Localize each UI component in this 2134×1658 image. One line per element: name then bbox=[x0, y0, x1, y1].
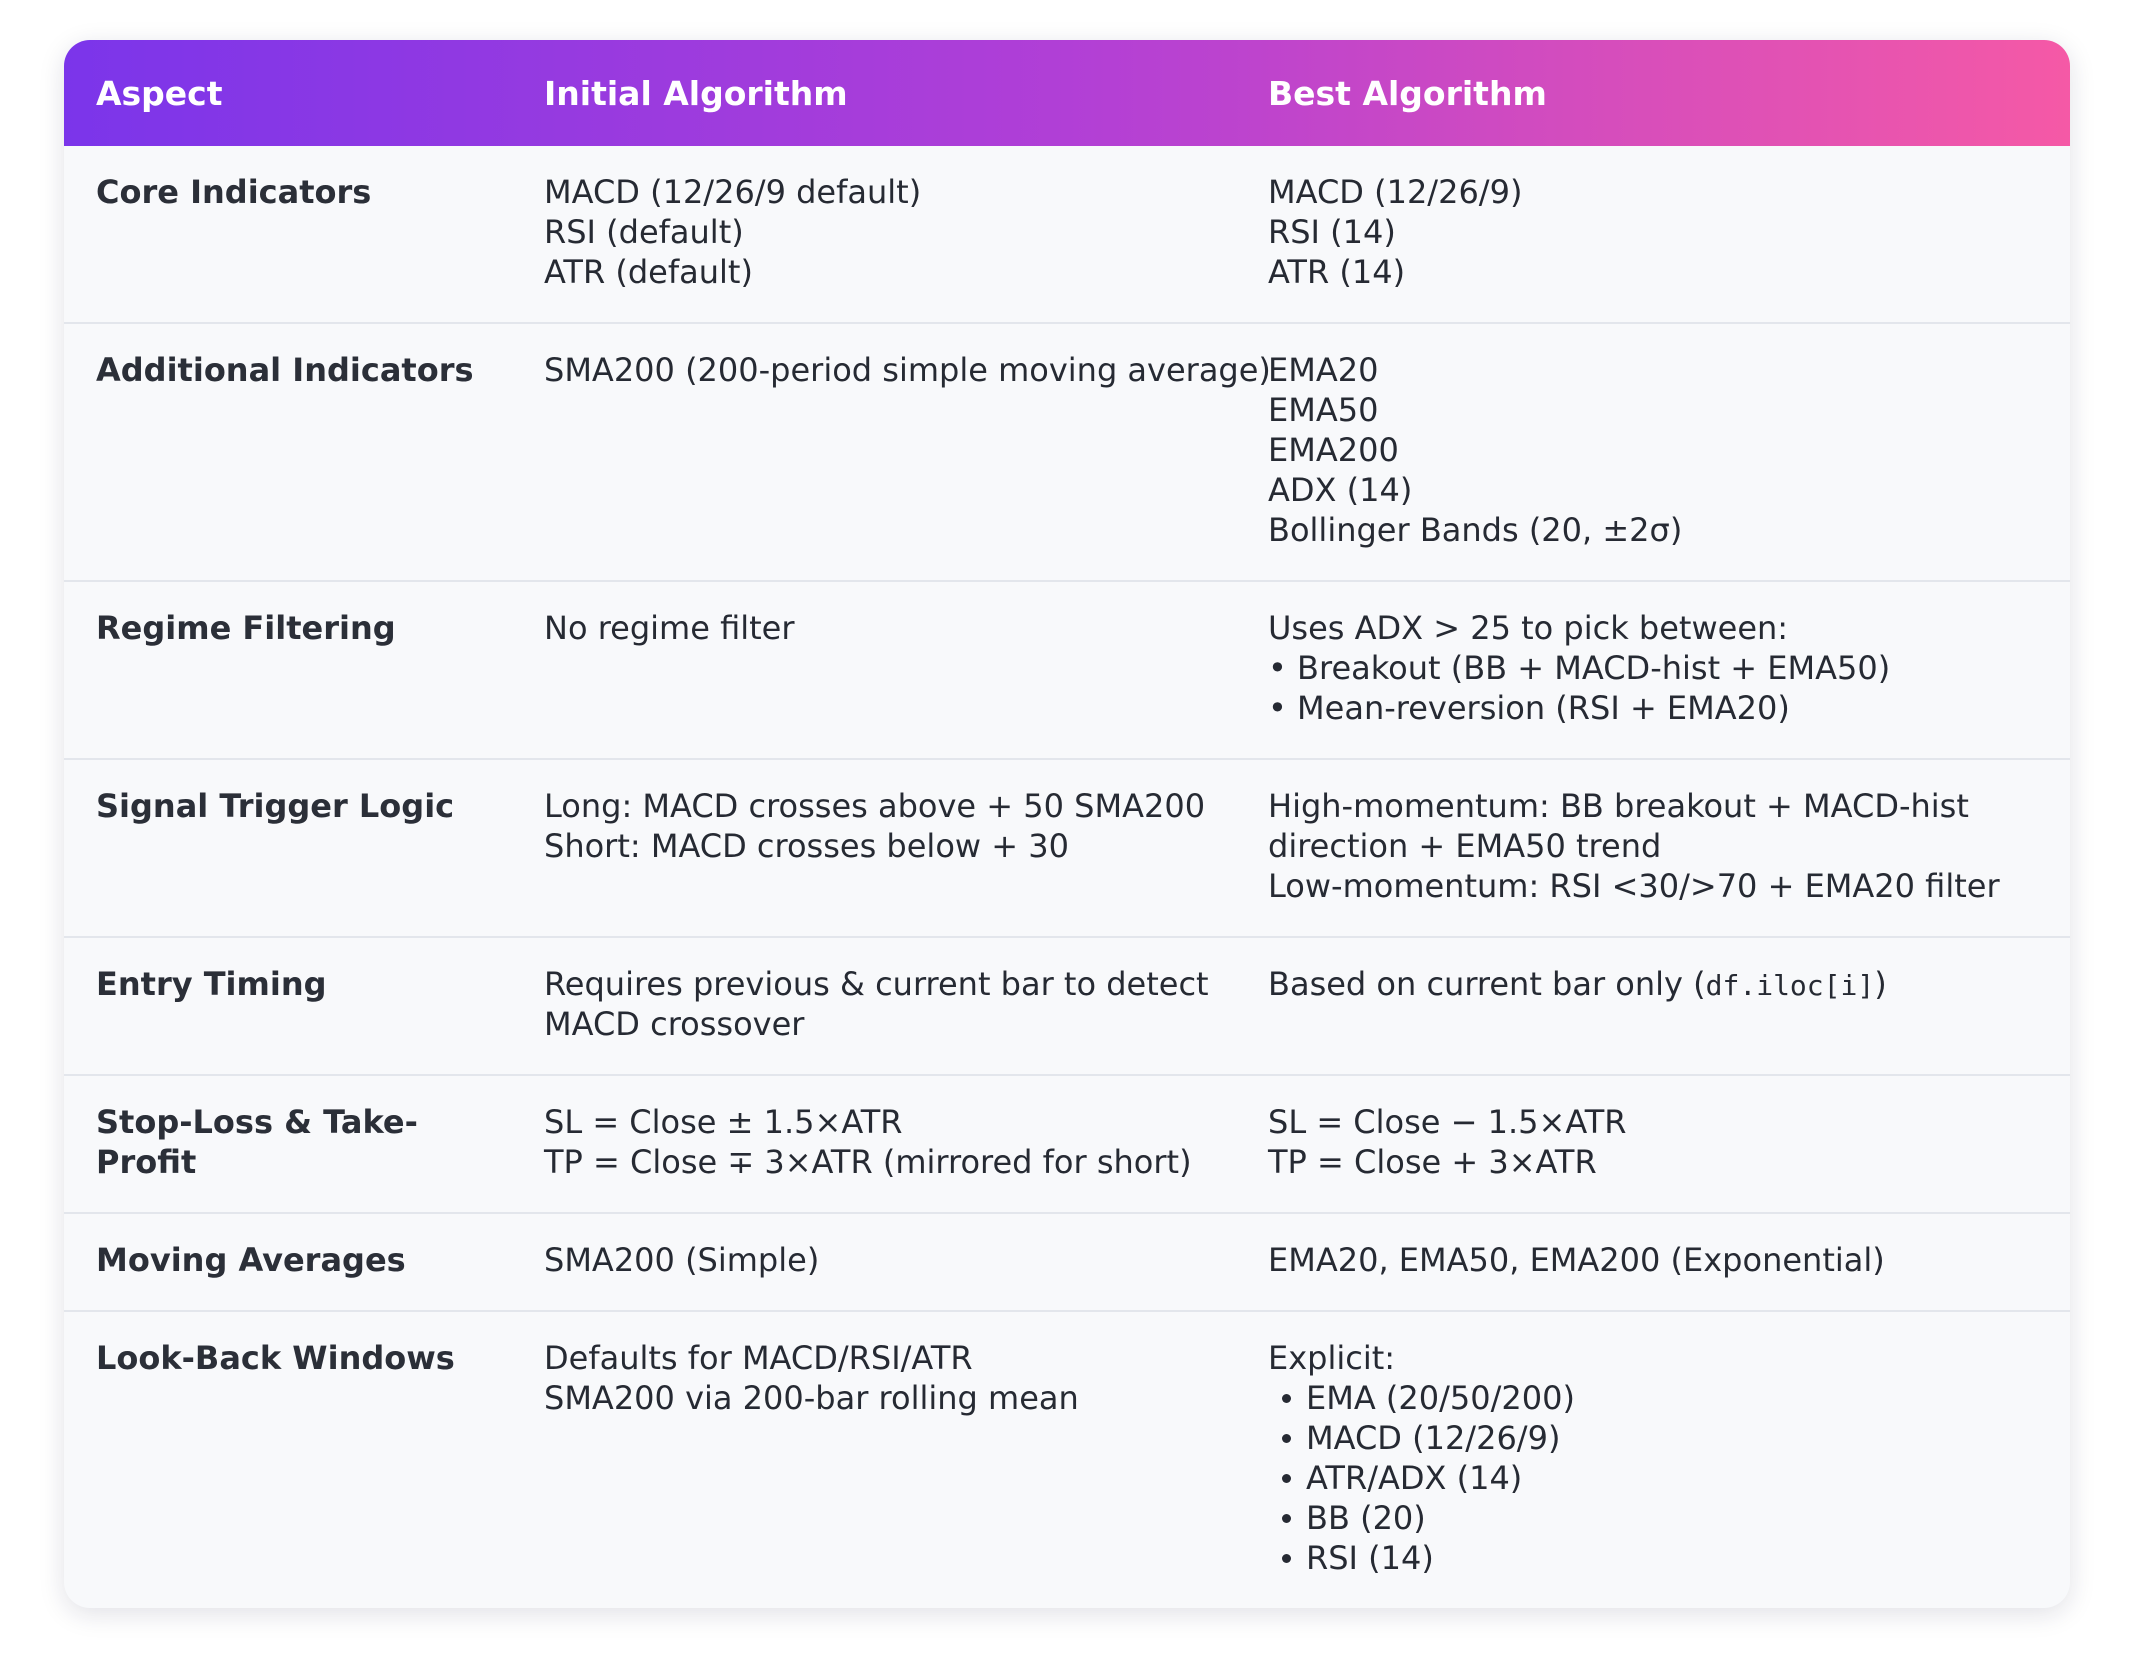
entry-timing-prefix: Based on current bar only ( bbox=[1268, 965, 1706, 1003]
cell-line: TP = Close ∓ 3×ATR (mirrored for short) bbox=[544, 1143, 1192, 1181]
aspect-cell: Moving Averages bbox=[96, 1241, 406, 1279]
initial-cell bbox=[512, 146, 1236, 323]
cell-line: High-momentum: BB breakout + MACD-hist direction + EMA50 trend bbox=[1268, 787, 1969, 865]
initial-cell bbox=[512, 581, 1236, 759]
header-aspect: Aspect bbox=[96, 73, 223, 113]
list-item: ATR/ADX (14) bbox=[1268, 1458, 2046, 1498]
table-row bbox=[64, 146, 2070, 323]
cell-line: SMA200 via 200-bar rolling mean bbox=[544, 1379, 1079, 1417]
aspect-cell: Entry Timing bbox=[96, 965, 327, 1003]
best-cell bbox=[1236, 937, 2070, 1075]
cell-line: EMA50 bbox=[1268, 391, 1379, 429]
cell-line: MACD crossover bbox=[544, 1005, 805, 1043]
cell-line: EMA200 bbox=[1268, 431, 1399, 469]
cell-line: EMA20, EMA50, EMA200 (Exponential) bbox=[1268, 1241, 1885, 1279]
table-row bbox=[64, 937, 2070, 1075]
cell-line: • Mean-reversion (RSI + EMA20) bbox=[1268, 689, 1790, 727]
bullet-list bbox=[1268, 1378, 2046, 1578]
aspect-cell: Regime Filtering bbox=[96, 609, 396, 647]
aspect-cell: Signal Trigger Logic bbox=[96, 787, 455, 825]
best-cell bbox=[1236, 581, 2070, 759]
initial-cell bbox=[512, 323, 1271, 581]
cell-line: SL = Close ± 1.5×ATR bbox=[544, 1103, 903, 1141]
header-initial-algorithm: Initial Algorithm bbox=[544, 73, 848, 113]
cell-line: No regime filter bbox=[544, 609, 795, 647]
cell-line: Long: MACD crosses above + 50 SMA200 bbox=[544, 787, 1206, 825]
cell-line: Explicit: bbox=[1268, 1339, 1396, 1377]
cell-line: Defaults for MACD/RSI/ATR bbox=[544, 1339, 973, 1377]
list-item: EMA (20/50/200) bbox=[1268, 1378, 2046, 1418]
table-row bbox=[64, 1075, 2070, 1213]
best-cell bbox=[1236, 146, 2070, 323]
cell-line: ATR (default) bbox=[544, 253, 753, 291]
algorithm-comparison-table bbox=[64, 40, 2070, 1608]
cell-line: Short: MACD crosses below + 30 bbox=[544, 827, 1069, 865]
initial-cell bbox=[512, 937, 1236, 1075]
aspect-cell: Look-Back Windows bbox=[96, 1339, 455, 1377]
list-item: MACD (12/26/9) bbox=[1268, 1418, 2046, 1458]
initial-cell bbox=[512, 1213, 1236, 1311]
cell-line: MACD (12/26/9 default) bbox=[544, 173, 922, 211]
cell-line: Uses ADX > 25 to pick between: bbox=[1268, 609, 1789, 647]
cell-line: ADX (14) bbox=[1268, 471, 1413, 509]
aspect-cell: Core Indicators bbox=[96, 173, 372, 211]
cell-line: SMA200 (Simple) bbox=[544, 1241, 820, 1279]
best-cell bbox=[1236, 1075, 2070, 1213]
header-best-algorithm: Best Algorithm bbox=[1268, 73, 1547, 113]
table-row bbox=[64, 323, 2070, 581]
cell-line: SL = Close − 1.5×ATR bbox=[1268, 1103, 1627, 1141]
cell-line: SMA200 (200-period simple moving average) bbox=[544, 351, 1271, 389]
comparison-card bbox=[64, 40, 2070, 1608]
table-row bbox=[64, 759, 2070, 937]
best-cell bbox=[1236, 323, 2070, 581]
aspect-cell: Additional Indicators bbox=[96, 351, 474, 389]
cell-line: • Breakout (BB + MACD-hist + EMA50) bbox=[1268, 649, 1891, 687]
entry-timing-suffix: ) bbox=[1874, 965, 1887, 1003]
table-header-row bbox=[64, 40, 2070, 146]
aspect-cell: Stop-Loss & Take-Profit bbox=[96, 1103, 418, 1181]
cell-line bbox=[1268, 964, 2046, 1006]
cell-line: Low-momentum: RSI <30/>70 + EMA20 filter bbox=[1268, 867, 2000, 905]
cell-line: Requires previous & current bar to detect bbox=[544, 965, 1209, 1003]
cell-line: RSI (14) bbox=[1268, 213, 1396, 251]
cell-line: MACD (12/26/9) bbox=[1268, 173, 1523, 211]
cell-line: RSI (default) bbox=[544, 213, 744, 251]
initial-cell bbox=[512, 1311, 1236, 1608]
list-item: BB (20) bbox=[1268, 1498, 2046, 1538]
cell-line: Bollinger Bands (20, ±2σ) bbox=[1268, 511, 1683, 549]
table-row bbox=[64, 1311, 2070, 1608]
code-snippet: df.iloc[i] bbox=[1705, 969, 1875, 1002]
table-row bbox=[64, 581, 2070, 759]
list-item: RSI (14) bbox=[1268, 1538, 2046, 1578]
cell-line: TP = Close + 3×ATR bbox=[1268, 1143, 1597, 1181]
best-cell bbox=[1236, 759, 2070, 937]
cell-line: EMA20 bbox=[1268, 351, 1379, 389]
initial-cell bbox=[512, 759, 1236, 937]
table-row bbox=[64, 1213, 2070, 1311]
initial-cell bbox=[512, 1075, 1236, 1213]
best-cell bbox=[1236, 1213, 2070, 1311]
best-cell bbox=[1236, 1311, 2070, 1608]
cell-line: ATR (14) bbox=[1268, 253, 1406, 291]
